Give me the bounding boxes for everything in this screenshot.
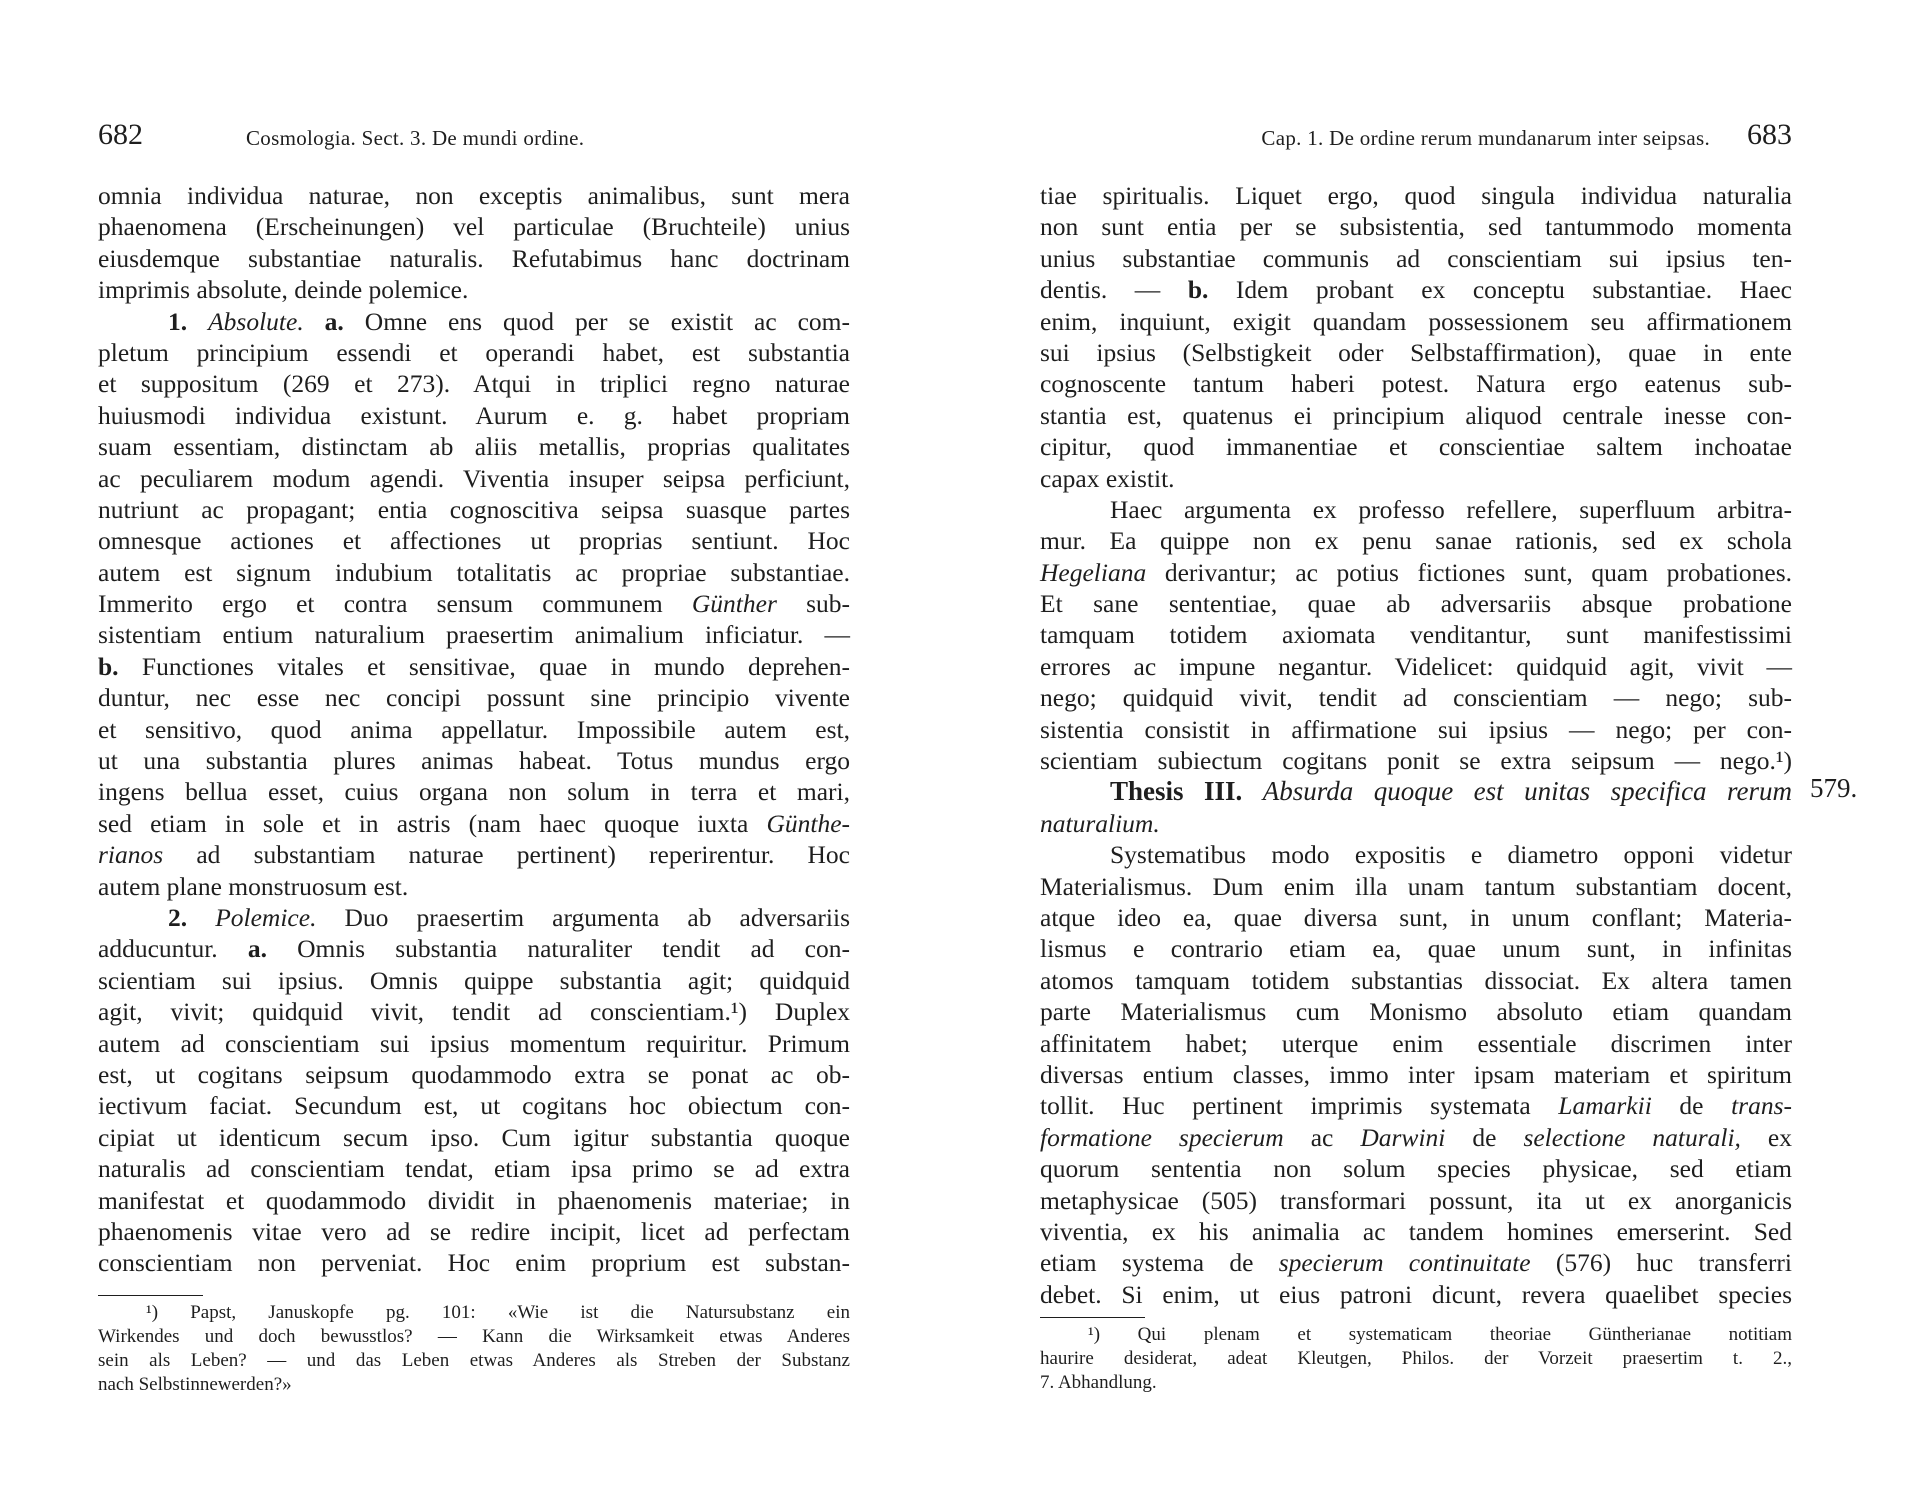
left-line: phaenomenis vitae vero ad se redire incipit, licet ad perfectam — [98, 1216, 850, 1246]
right-line: nego; quidquid vivit, tendit ad conscientiam — nego; sub- — [1040, 683, 1792, 713]
right-line: errores ac impune negantur. Videlicet: quidquid agit, vivit — — [1040, 651, 1792, 681]
left-line: phaenomena (Erscheinungen) vel particulae (Bruchteile) unius — [98, 212, 850, 242]
left-line: imprimis absolute, deinde polemice. — [98, 275, 469, 305]
left-footnote-rule — [98, 1295, 203, 1296]
right-line: Haec argumenta ex professo refellere, superfluum arbitra- — [1110, 494, 1792, 524]
left-line: pletum principium essendi et operandi habet, est substantia — [98, 337, 850, 367]
right-line: Systematibus modo expositis e diametro opponi videtur — [1110, 840, 1792, 870]
right-line: stantia est, quatenus ei principium aliquod centrale inesse con- — [1040, 400, 1792, 430]
right-footnote-line: ¹) Qui plenam et systematicam theoriae Güntherianae notitiam — [1088, 1324, 1792, 1345]
right-page-number: 683 — [1747, 118, 1792, 151]
thesis-heading-cont: naturalium. — [1040, 808, 1160, 838]
margin-paragraph-number: 579. — [1810, 773, 1858, 803]
right-line: quorum sententia non solum species physicae, sed etiam — [1040, 1154, 1792, 1184]
right-line: Materialismus. Dum enim illa unam tantum substantiam docent, — [1040, 871, 1792, 901]
left-line: omnia individua naturae, non exceptis animalibus, sunt mera — [98, 181, 850, 210]
left-body-text — [98, 180, 850, 1279]
right-footnote-line: haurire desiderat, adeat Kleutgen, Philos. der Vorzeit praesertim t. 2., — [1040, 1348, 1792, 1369]
right-line: cipitur, quod immanentiae et conscientiae saltem inchoatae — [1040, 432, 1792, 462]
right-page — [1040, 0, 1858, 1500]
left-line: omnesque actiones et affectiones ut proprias sentiunt. Hoc — [98, 526, 850, 556]
right-line: Et sane sententiae, quae ab adversariis absque probatione — [1040, 589, 1792, 619]
right-line: diversas entium classes, immo inter ipsam materiam et spiritum — [1040, 1059, 1792, 1089]
right-line: scientiam subiectum cogitans ponit se extra seipsum — nego.¹) — [1040, 746, 1792, 776]
right-line: etiam systema de specierum continuitate (576) huc transferri — [1040, 1248, 1792, 1278]
left-line: est, ut cogitans seipsum quodammodo extra se ponat ac ob- — [98, 1059, 850, 1089]
left-line: agit, vivit; quidquid vivit, tendit ad conscientiam.¹) Duplex — [98, 997, 850, 1027]
right-footnote-line: 7. Abhandlung. — [1040, 1372, 1157, 1393]
left-footnote-line: nach Selbstinnewerden?» — [98, 1374, 292, 1395]
left-line: suam essentiam, distinctam ab aliis metallis, proprias qualitates — [98, 432, 850, 462]
right-line: mur. Ea quippe non ex penu sanae rationis, sed ex schola — [1040, 526, 1792, 556]
right-body-text — [1040, 180, 1792, 1310]
left-line-section-1: 1. Absolute. a. Omne ens quod per se existit ac com- — [168, 306, 850, 336]
right-line: sui ipsius (Selbstigkeit oder Selbstaffirmation), quae in ente — [1040, 337, 1792, 367]
thesis-heading: Thesis III. Absurda quoque est unitas specifica rerum — [1110, 776, 1793, 807]
left-line: manifestat et quodammodo dividit in phaenomenis materiae; in — [98, 1185, 850, 1215]
right-line: metaphysicae (505) transformari possunt, ita ut ex anorganicis — [1040, 1185, 1792, 1215]
right-line: lismus e contrario etiam ea, quae unum sunt, in infinitas — [1040, 934, 1792, 964]
right-line: tollit. Huc pertinent imprimis systemata Lamarkii de trans- — [1040, 1091, 1792, 1121]
left-line: scientiam sui ipsius. Omnis quippe substantia agit; quidquid — [98, 965, 850, 995]
right-line: tamquam totidem axiomata venditantur, sunt manifestissimi — [1040, 620, 1792, 650]
left-running-head — [98, 118, 850, 158]
right-line: tiae spiritualis. Liquet ergo, quod singula individua naturalia — [1040, 181, 1792, 210]
left-footnote-line: Wirkendes und doch bewusstlos? — Kann die Wirksamkeit etwas Anderes — [98, 1326, 850, 1347]
left-line: adducuntur. a. Omnis substantia naturaliter tendit ad con- — [98, 934, 850, 964]
right-line: viventia, ex his animalia ac tandem homines emerserint. Sed — [1040, 1216, 1792, 1246]
left-line: rianos ad substantiam naturae pertinent) reperirentur. Hoc — [98, 840, 850, 870]
left-line: Immerito ergo et contra sensum communem Günther sub- — [98, 589, 850, 619]
left-footnotes — [98, 1301, 850, 1397]
right-line: cognoscente tantum haberi potest. Natura ergo eatenus sub- — [1040, 369, 1792, 399]
right-running-head — [1040, 118, 1792, 158]
right-line: capax existit. — [1040, 463, 1175, 493]
left-line: ut una substantia plures animas habeat. Totus mundus ergo — [98, 746, 850, 776]
right-line: parte Materialismus cum Monismo absoluto etiam quandam — [1040, 997, 1792, 1027]
left-footnote-line: sein als Leben? — und das Leben etwas Anderes als Streben der Substanz — [98, 1350, 850, 1371]
right-footnotes — [1040, 1323, 1792, 1395]
left-line: iectivum faciat. Secundum est, ut cogitans hoc obiectum con- — [98, 1091, 850, 1121]
right-line: atomos tamquam totidem substantias dissociat. Ex altera tamen — [1040, 965, 1792, 995]
left-line: duntur, nec esse nec concipi possunt sine principio vivente — [98, 683, 850, 713]
right-line: sistentia consistit in affirmatione sui ipsius — nego; per con- — [1040, 714, 1792, 744]
left-line: naturalis ad conscientiam tendat, etiam ipsa primo se ad extra — [98, 1154, 850, 1184]
left-line: conscientiam non perveniat. Hoc enim proprium est substan- — [98, 1248, 850, 1278]
left-line: ac peculiarem modum agendi. Viventia insuper seipsa perficiunt, — [98, 463, 850, 493]
right-line: atque ideo ea, quae diversa sunt, in unum conflant; Materia- — [1040, 902, 1792, 932]
left-line: b. Functiones vitales et sensitivae, quae in mundo deprehen- — [98, 651, 850, 681]
right-line: non sunt entia per se subsistentia, sed tantummodo momenta — [1040, 212, 1792, 242]
right-line: affinitatem habet; uterque enim essentiale discrimen inter — [1040, 1028, 1792, 1058]
left-line: et sensitivo, quod anima appellatur. Impossibile autem est, — [98, 714, 850, 744]
left-line: autem plane monstruosum est. — [98, 871, 409, 901]
left-line: autem est signum indubium totalitatis ac propriae substantiae. — [98, 557, 850, 587]
left-page-number: 682 — [98, 118, 143, 151]
left-running-title: Cosmologia. Sect. 3. De mundi ordine. — [246, 126, 585, 150]
left-line: et suppositum (269 et 273). Atqui in triplici regno naturae — [98, 369, 850, 399]
left-page — [98, 0, 850, 1500]
right-line: dentis. — b. Idem probant ex conceptu substantiae. Haec — [1040, 275, 1792, 305]
left-line: sistentiam entium naturalium praesertim animalium inficiatur. — — [98, 620, 850, 650]
left-line: autem ad conscientiam sui ipsius momentum requiritur. Primum — [98, 1028, 850, 1058]
right-line: enim, inquiunt, exigit quandam possessionem seu affirmationem — [1040, 306, 1792, 336]
right-line: unius substantiae communis ad conscientiam sui ipsius ten- — [1040, 243, 1792, 273]
left-line: huiusmodi individua existunt. Aurum e. g. habet propriam — [98, 400, 850, 430]
right-line: formatione specierum ac Darwini de selectione naturali, ex — [1040, 1122, 1792, 1152]
left-line: sed etiam in sole et in astris (nam haec quoque iuxta Günthe- — [98, 808, 850, 838]
left-footnote-line: ¹) Papst, Januskopfe pg. 101: «Wie ist die Natursubstanz ein — [146, 1302, 850, 1323]
right-footnote-rule — [1040, 1317, 1145, 1318]
right-running-title: Cap. 1. De ordine rerum mundanarum inter seipsas. — [1261, 126, 1710, 150]
left-line: ingens bellua esset, cuius organa non solum in terra et mari, — [98, 777, 850, 807]
left-line: cipiat ut identicum secum ipso. Cum igitur substantia quoque — [98, 1122, 850, 1152]
left-line: nutriunt ac propagant; entia cognoscitiva seipsa suasque partes — [98, 494, 850, 524]
right-line: Hegeliana derivantur; ac potius fictiones sunt, quam probationes. — [1040, 557, 1792, 587]
left-line-section-2: 2. Polemice. Duo praesertim argumenta ab adversariis — [168, 902, 850, 932]
left-line: eiusdemque substantiae naturalis. Refutabimus hanc doctrinam — [98, 243, 850, 273]
right-line: debet. Si enim, ut eius patroni dicunt, revera quaelibet species — [1040, 1279, 1792, 1309]
